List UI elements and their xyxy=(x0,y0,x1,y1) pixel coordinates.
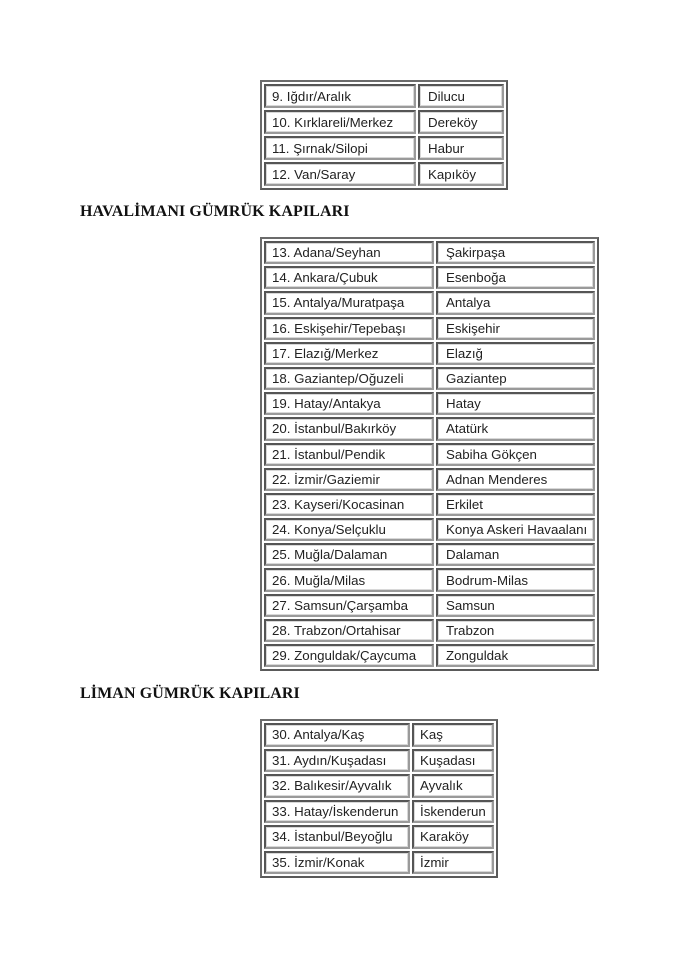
gate-cell: Habur xyxy=(418,136,504,160)
table-row xyxy=(264,241,595,264)
gate-cell: Eskişehir xyxy=(436,317,595,340)
location-cell: 31. Aydın/Kuşadası xyxy=(264,749,410,773)
table-row xyxy=(264,443,595,466)
location-cell: 17. Elazığ/Merkez xyxy=(264,342,434,365)
gate-cell: Konya Askeri Havaalanı xyxy=(436,518,595,541)
table-row xyxy=(264,367,595,390)
airport-gates-table xyxy=(260,237,599,671)
table-row xyxy=(264,619,595,642)
port-gates-table xyxy=(260,719,498,878)
land-gates-table xyxy=(260,80,508,190)
location-cell: 26. Muğla/Milas xyxy=(264,568,434,591)
airport-gates-heading: HAVALİMANI GÜMRÜK KAPILARI xyxy=(80,203,350,220)
location-cell: 21. İstanbul/Pendik xyxy=(264,443,434,466)
gate-cell: Zonguldak xyxy=(436,644,595,667)
location-cell: 34. İstanbul/Beyoğlu xyxy=(264,825,410,849)
location-cell: 30. Antalya/Kaş xyxy=(264,723,410,747)
gate-cell: Hatay xyxy=(436,392,595,415)
table-row xyxy=(264,84,504,108)
gate-cell: Esenboğa xyxy=(436,266,595,289)
location-cell: 33. Hatay/İskenderun xyxy=(264,800,410,824)
location-cell: 23. Kayseri/Kocasinan xyxy=(264,493,434,516)
gate-cell: Antalya xyxy=(436,291,595,314)
table-row xyxy=(264,291,595,314)
table-row xyxy=(264,825,494,849)
table-row xyxy=(264,644,595,667)
gate-cell: Elazığ xyxy=(436,342,595,365)
table-row xyxy=(264,800,494,824)
table-row xyxy=(264,468,595,491)
gate-cell: Karaköy xyxy=(412,825,494,849)
gate-cell: Gaziantep xyxy=(436,367,595,390)
location-cell: 14. Ankara/Çubuk xyxy=(264,266,434,289)
table-row xyxy=(264,749,494,773)
location-cell: 19. Hatay/Antakya xyxy=(264,392,434,415)
location-cell: 12. Van/Saray xyxy=(264,162,416,186)
port-gates-heading: LİMAN GÜMRÜK KAPILARI xyxy=(80,685,300,702)
gate-cell: Şakirpaşa xyxy=(436,241,595,264)
gate-cell: Kaş xyxy=(412,723,494,747)
location-cell: 22. İzmir/Gaziemir xyxy=(264,468,434,491)
table-row xyxy=(264,136,504,160)
gate-cell: Atatürk xyxy=(436,417,595,440)
table-row xyxy=(264,392,595,415)
gate-cell: Trabzon xyxy=(436,619,595,642)
table-row xyxy=(264,493,595,516)
table-row xyxy=(264,417,595,440)
table-row xyxy=(264,317,595,340)
gate-cell: Dilucu xyxy=(418,84,504,108)
gate-cell: Ayvalık xyxy=(412,774,494,798)
location-cell: 18. Gaziantep/Oğuzeli xyxy=(264,367,434,390)
location-cell: 24. Konya/Selçuklu xyxy=(264,518,434,541)
location-cell: 27. Samsun/Çarşamba xyxy=(264,594,434,617)
location-cell: 10. Kırklareli/Merkez xyxy=(264,110,416,134)
location-cell: 20. İstanbul/Bakırköy xyxy=(264,417,434,440)
location-cell: 9. Iğdır/Aralık xyxy=(264,84,416,108)
table-row xyxy=(264,518,595,541)
gate-cell: Adnan Menderes xyxy=(436,468,595,491)
gate-cell: Bodrum-Milas xyxy=(436,568,595,591)
table-row xyxy=(264,543,595,566)
gate-cell: Kapıköy xyxy=(418,162,504,186)
table-row xyxy=(264,774,494,798)
table-row xyxy=(264,266,595,289)
gate-cell: Kuşadası xyxy=(412,749,494,773)
location-cell: 28. Trabzon/Ortahisar xyxy=(264,619,434,642)
location-cell: 15. Antalya/Muratpaşa xyxy=(264,291,434,314)
table-row xyxy=(264,723,494,747)
location-cell: 13. Adana/Seyhan xyxy=(264,241,434,264)
location-cell: 11. Şırnak/Silopi xyxy=(264,136,416,160)
location-cell: 29. Zonguldak/Çaycuma xyxy=(264,644,434,667)
gate-cell: İskenderun xyxy=(412,800,494,824)
location-cell: 25. Muğla/Dalaman xyxy=(264,543,434,566)
table-row xyxy=(264,851,494,875)
location-cell: 35. İzmir/Konak xyxy=(264,851,410,875)
gate-cell: Samsun xyxy=(436,594,595,617)
location-cell: 16. Eskişehir/Tepebaşı xyxy=(264,317,434,340)
table-row xyxy=(264,342,595,365)
gate-cell: Erkilet xyxy=(436,493,595,516)
gate-cell: Dereköy xyxy=(418,110,504,134)
gate-cell: İzmir xyxy=(412,851,494,875)
gate-cell: Dalaman xyxy=(436,543,595,566)
table-row xyxy=(264,162,504,186)
table-row xyxy=(264,110,504,134)
table-row xyxy=(264,594,595,617)
location-cell: 32. Balıkesir/Ayvalık xyxy=(264,774,410,798)
table-row xyxy=(264,568,595,591)
gate-cell: Sabiha Gökçen xyxy=(436,443,595,466)
